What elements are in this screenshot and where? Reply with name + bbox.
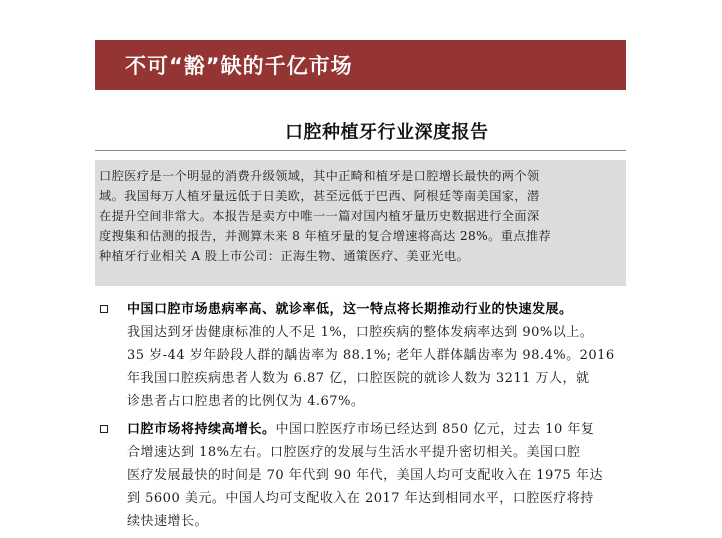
bullet-line: 续快速增长。 xyxy=(127,514,209,529)
summary-line: 度搜集和估测的报告，并测算未来 8 年植牙量的复合增速将高达 28%。重点推荐 xyxy=(99,229,552,243)
summary-box xyxy=(95,160,626,286)
summary-line: 域。我国每万人植牙量远低于日美欧，甚至远低于巴西、阿根廷等南美国家，潜 xyxy=(99,189,540,203)
banner-title: 不可“豁”缺的千亿市场 xyxy=(125,54,353,78)
summary-line: 在提升空间非常大。本报告是卖方中唯一一篇对国内植牙量历史数据进行全面深 xyxy=(99,209,540,223)
square-bullet-icon xyxy=(100,305,108,313)
bullet-line: 年我国口腔疾病患者人数为 6.87 亿，口腔医院的就诊人数为 3211 万人，就 xyxy=(127,371,590,386)
bullet-line: 到 5600 美元。中国人均可支配收入在 2017 年达到相同水平，口腔医疗将持 xyxy=(127,491,594,506)
bullet-line: 合增速达到 18%左右。口腔医疗的发展与生活水平提升密切相关。美国口腔 xyxy=(127,445,581,460)
bullet-first-line xyxy=(127,422,594,437)
square-bullet-icon xyxy=(100,425,108,433)
bullet-heading: 中国口腔市场患病率高、就诊率低，这一特点将长期推动行业的快速发展。 xyxy=(127,302,573,317)
bullet-line: 35 岁-44 岁年龄段人群的龋齿率为 88.1%; 老年人群体龋齿率为 98.4%。2016 xyxy=(127,348,615,363)
summary-line: 种植牙行业相关 A 股上市公司：正海生物、通策医疗、美亚光电。 xyxy=(99,249,470,263)
report-title: 口腔种植牙行业深度报告 xyxy=(285,122,489,143)
bullet-line: 医疗发展最快的时间是 70 年代到 90 年代，美国人均可支配收入在 1975 年达 xyxy=(127,468,603,483)
bullet-line: 诊患者占口腔患者的比例仅为 4.67%。 xyxy=(127,394,365,409)
title-divider xyxy=(95,150,626,151)
bullet-text: 中国口腔医疗市场已经达到 850 亿元，过去 10 年复 xyxy=(275,422,595,437)
bullet-heading: 口腔市场将持续高增长。 xyxy=(127,422,276,437)
summary-line: 口腔医疗是一个明显的消费升级领域，其中正畸和植牙是口腔增长最快的两个领 xyxy=(99,169,540,183)
section-banner xyxy=(95,40,626,90)
bullet-line: 我国达到牙齿健康标准的人不足 1%，口腔疾病的整体发病率达到 90%以上。 xyxy=(127,325,594,340)
